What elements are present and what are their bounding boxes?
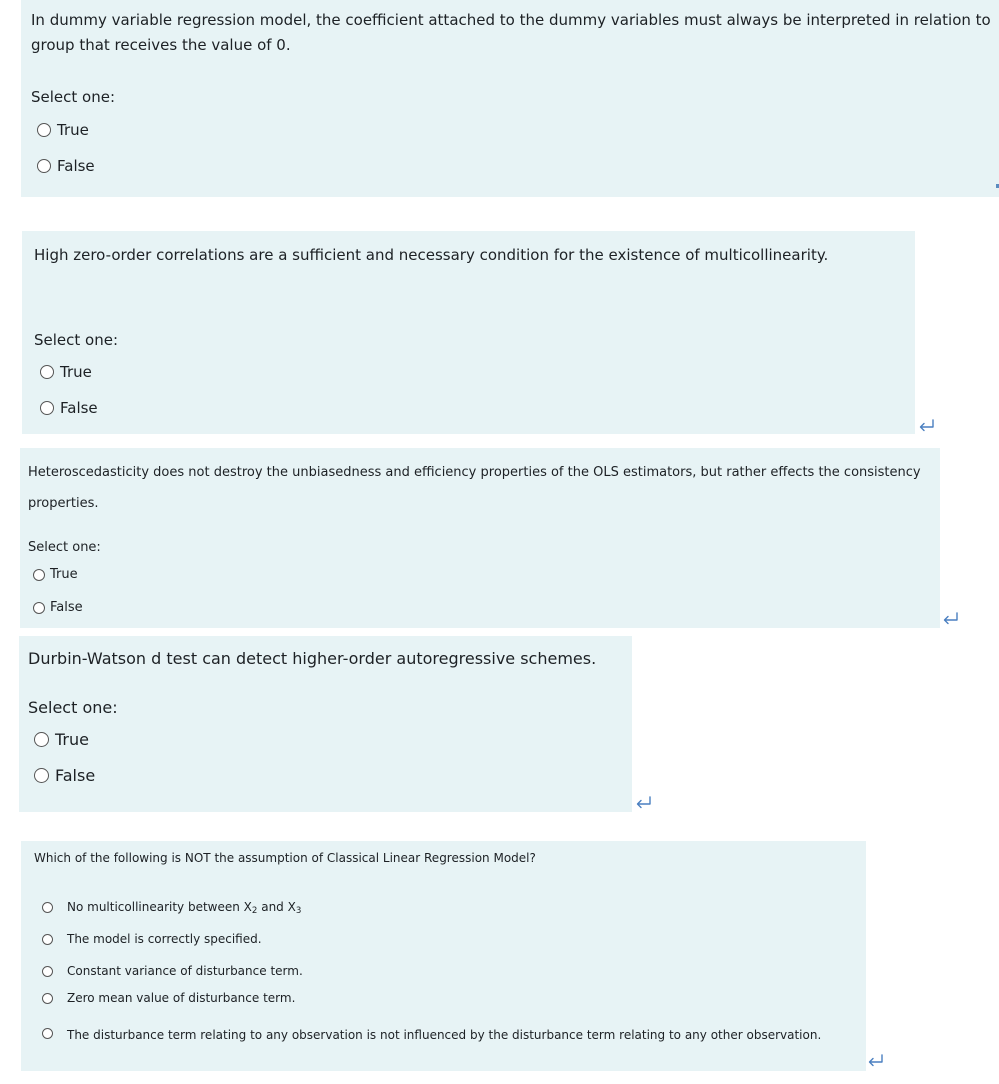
radio-circle-icon[interactable] (37, 159, 51, 173)
radio-circle-icon[interactable] (42, 966, 53, 977)
question-3-option-true[interactable] (33, 567, 78, 582)
question-2-option-false[interactable] (40, 399, 98, 417)
question-1-select-label: Select one: (31, 88, 116, 106)
option-label: False (57, 157, 95, 175)
radio-circle-icon[interactable] (37, 123, 51, 137)
question-5-text: Which of the following is NOT the assumption of Classical Linear Regression Model? (34, 851, 536, 865)
return-arrow-icon (917, 419, 937, 433)
question-5-option-1[interactable] (42, 900, 302, 917)
question-5-option-2[interactable] (42, 932, 262, 946)
radio-circle-icon[interactable] (34, 768, 49, 783)
question-2-text: High zero-order correlations are a sufficient and necessary condition for the existence of multicollinearity. (34, 246, 829, 264)
question-4-option-true[interactable] (34, 730, 89, 749)
radio-circle-icon[interactable] (42, 934, 53, 945)
question-4-option-false[interactable] (34, 766, 95, 785)
option-label: Zero mean value of disturbance term. (67, 991, 296, 1005)
question-1-option-true[interactable] (37, 121, 89, 139)
question-5-option-4[interactable] (42, 991, 295, 1005)
return-arrow-icon (941, 612, 961, 626)
question-5-option-3[interactable] (42, 964, 303, 978)
option-label: False (50, 600, 83, 615)
question-5-option-5[interactable] (42, 1025, 842, 1045)
question-2-option-true[interactable] (40, 363, 92, 381)
question-1-text: In dummy variable regression model, the coefficient attached to the dummy variables must always be interpreted in relation to group that receives the value of 0. (31, 11, 991, 54)
question-1-option-false[interactable] (37, 157, 95, 175)
radio-circle-icon[interactable] (40, 365, 54, 379)
question-3-select-label: Select one: (28, 540, 101, 555)
option-label: True (50, 567, 78, 582)
question-3-text: Heteroscedasticity does not destroy the unbiasedness and efficiency properties of the OLS estimators, but rather effects the consistency properties. (28, 465, 921, 511)
option-label: True (55, 730, 89, 749)
option-label: Constant variance of disturbance term. (67, 964, 303, 978)
return-arrow-icon (866, 1054, 886, 1068)
question-5-panel (21, 841, 866, 1071)
option-label: True (60, 363, 92, 381)
question-2-select-label: Select one: (34, 331, 119, 349)
option-label: The model is correctly specified. (67, 932, 262, 946)
radio-circle-icon[interactable] (40, 401, 54, 415)
radio-circle-icon[interactable] (42, 993, 53, 1004)
radio-circle-icon[interactable] (42, 1028, 53, 1039)
question-4-text: Durbin-Watson d test can detect higher-order autoregressive schemes. (28, 649, 597, 668)
option-label: No multicollinearity between $X_2$ and $X_3$ (67, 900, 302, 917)
radio-circle-icon[interactable] (34, 732, 49, 747)
question-3-panel (20, 448, 940, 628)
question-3-option-false[interactable] (33, 600, 83, 615)
radio-circle-icon[interactable] (42, 902, 53, 913)
question-4-select-label: Select one: (28, 698, 118, 717)
return-arrow-icon (634, 796, 654, 810)
question-1-panel (21, 0, 999, 197)
option-label: True (57, 121, 89, 139)
radio-circle-icon[interactable] (33, 569, 45, 581)
question-2-panel (22, 231, 915, 434)
option-label: False (55, 766, 96, 785)
question-4-panel (19, 636, 632, 812)
option-label: The disturbance term relating to any observation is not influenced by the disturbance term relating to any other observation. (67, 1028, 822, 1042)
radio-circle-icon[interactable] (33, 602, 45, 614)
option-label: False (60, 399, 98, 417)
